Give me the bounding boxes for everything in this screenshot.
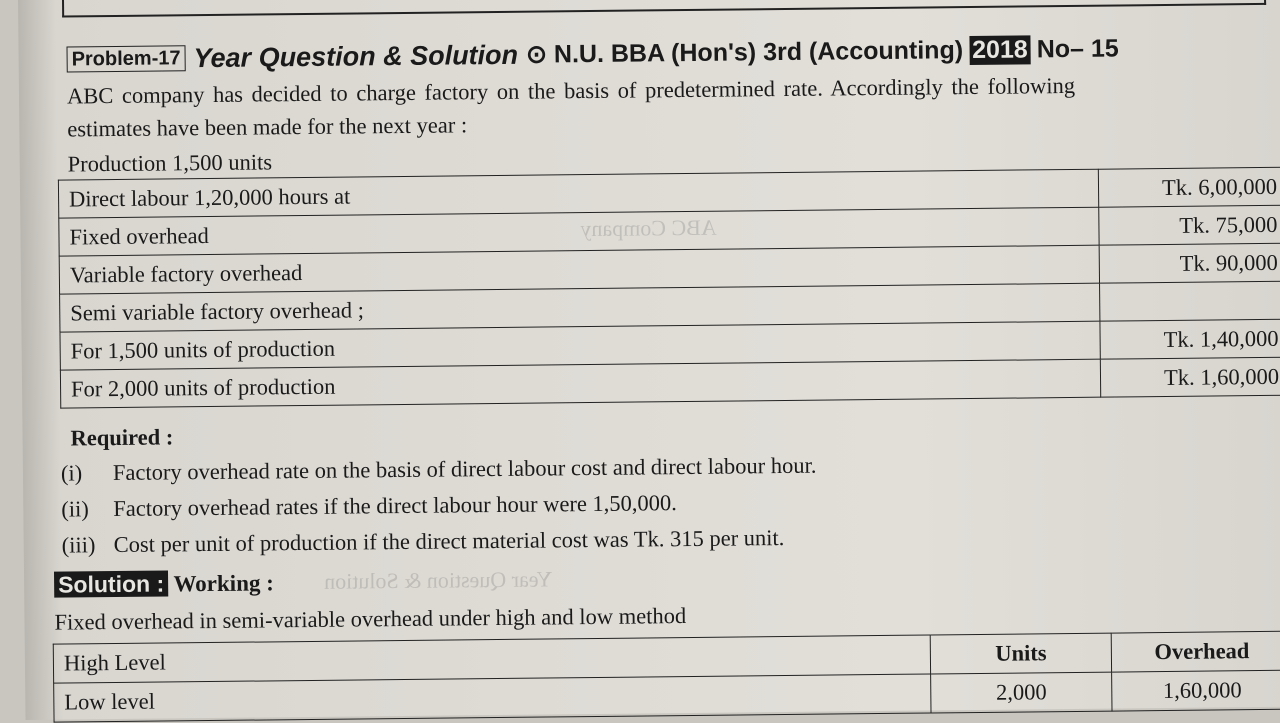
required-item-number: (iii) xyxy=(61,532,96,558)
solution-heading xyxy=(54,569,274,598)
header-cell: Units xyxy=(930,633,1111,674)
required-item-text: Factory overhead rates if the direct labour hour were 1,50,000. xyxy=(113,490,677,522)
estimate-amount xyxy=(1100,281,1280,321)
header-source: ⊙ N.U. BBA (Hon's) 3rd (Accounting) xyxy=(525,36,964,69)
table-cell: 1,60,000 xyxy=(1112,670,1280,711)
estimate-label: Fixed overhead xyxy=(59,207,1099,256)
question-number: No– 15 xyxy=(1036,33,1119,63)
year-badge: 2018 xyxy=(969,35,1031,65)
header-cell: Overhead xyxy=(1111,631,1280,672)
intro-line-1: ABC company has decided to charge factory on the basis of predetermined rate. Accordingly the following xyxy=(66,72,1076,109)
previous-table-edge xyxy=(62,0,1266,18)
required-title: Required : xyxy=(70,424,174,451)
estimate-amount: Tk. 75,000 xyxy=(1099,205,1280,245)
problem-tag: Problem-17 xyxy=(66,45,185,72)
solution-badge: Solution : xyxy=(54,570,168,597)
working-label: Working : xyxy=(173,570,274,597)
bleed-through-text: Year Question & Solution xyxy=(323,566,553,594)
header-title: Year Question & Solution xyxy=(193,39,519,73)
estimate-amount: Tk. 6,00,000 xyxy=(1098,167,1280,207)
estimates-table xyxy=(58,167,1280,409)
required-item-text: Factory overhead rate on the basis of direct labour cost and direct labour hour. xyxy=(112,452,817,486)
required-item xyxy=(61,453,817,487)
estimate-amount: Tk. 1,40,000 xyxy=(1100,319,1280,359)
table-cell: 2,000 xyxy=(931,672,1112,713)
estimate-label: For 1,500 units of production xyxy=(60,321,1100,370)
required-item xyxy=(61,490,677,522)
problem-header xyxy=(66,29,1276,78)
bleed-through-text: ABC Company xyxy=(580,214,717,242)
high-low-table xyxy=(53,631,1280,723)
intro-line-2: estimates have been made for the next year : xyxy=(67,112,468,142)
table-cell: Low level xyxy=(54,674,931,722)
required-item xyxy=(62,525,785,559)
estimate-label: Semi variable factory overhead ; xyxy=(60,283,1100,332)
book-page xyxy=(18,0,1280,720)
header-cell: High Level xyxy=(53,635,930,683)
production-units: Production 1,500 units xyxy=(67,149,273,177)
estimate-label: Variable factory overhead xyxy=(59,245,1099,294)
estimate-label: Direct labour 1,20,000 hours at xyxy=(58,169,1098,218)
estimate-amount: Tk. 1,60,000 xyxy=(1100,357,1280,397)
required-item-number: (i) xyxy=(60,460,83,486)
estimate-amount: Tk. 90,000 xyxy=(1099,243,1280,283)
fixed-overhead-line: Fixed overhead in semi-variable overhead under high and low method xyxy=(54,603,687,635)
estimate-label: For 2,000 units of production xyxy=(60,359,1100,408)
required-item-text: Cost per unit of production if the direct material cost was Tk. 315 per unit. xyxy=(113,525,785,558)
required-item-number: (ii) xyxy=(61,496,89,522)
